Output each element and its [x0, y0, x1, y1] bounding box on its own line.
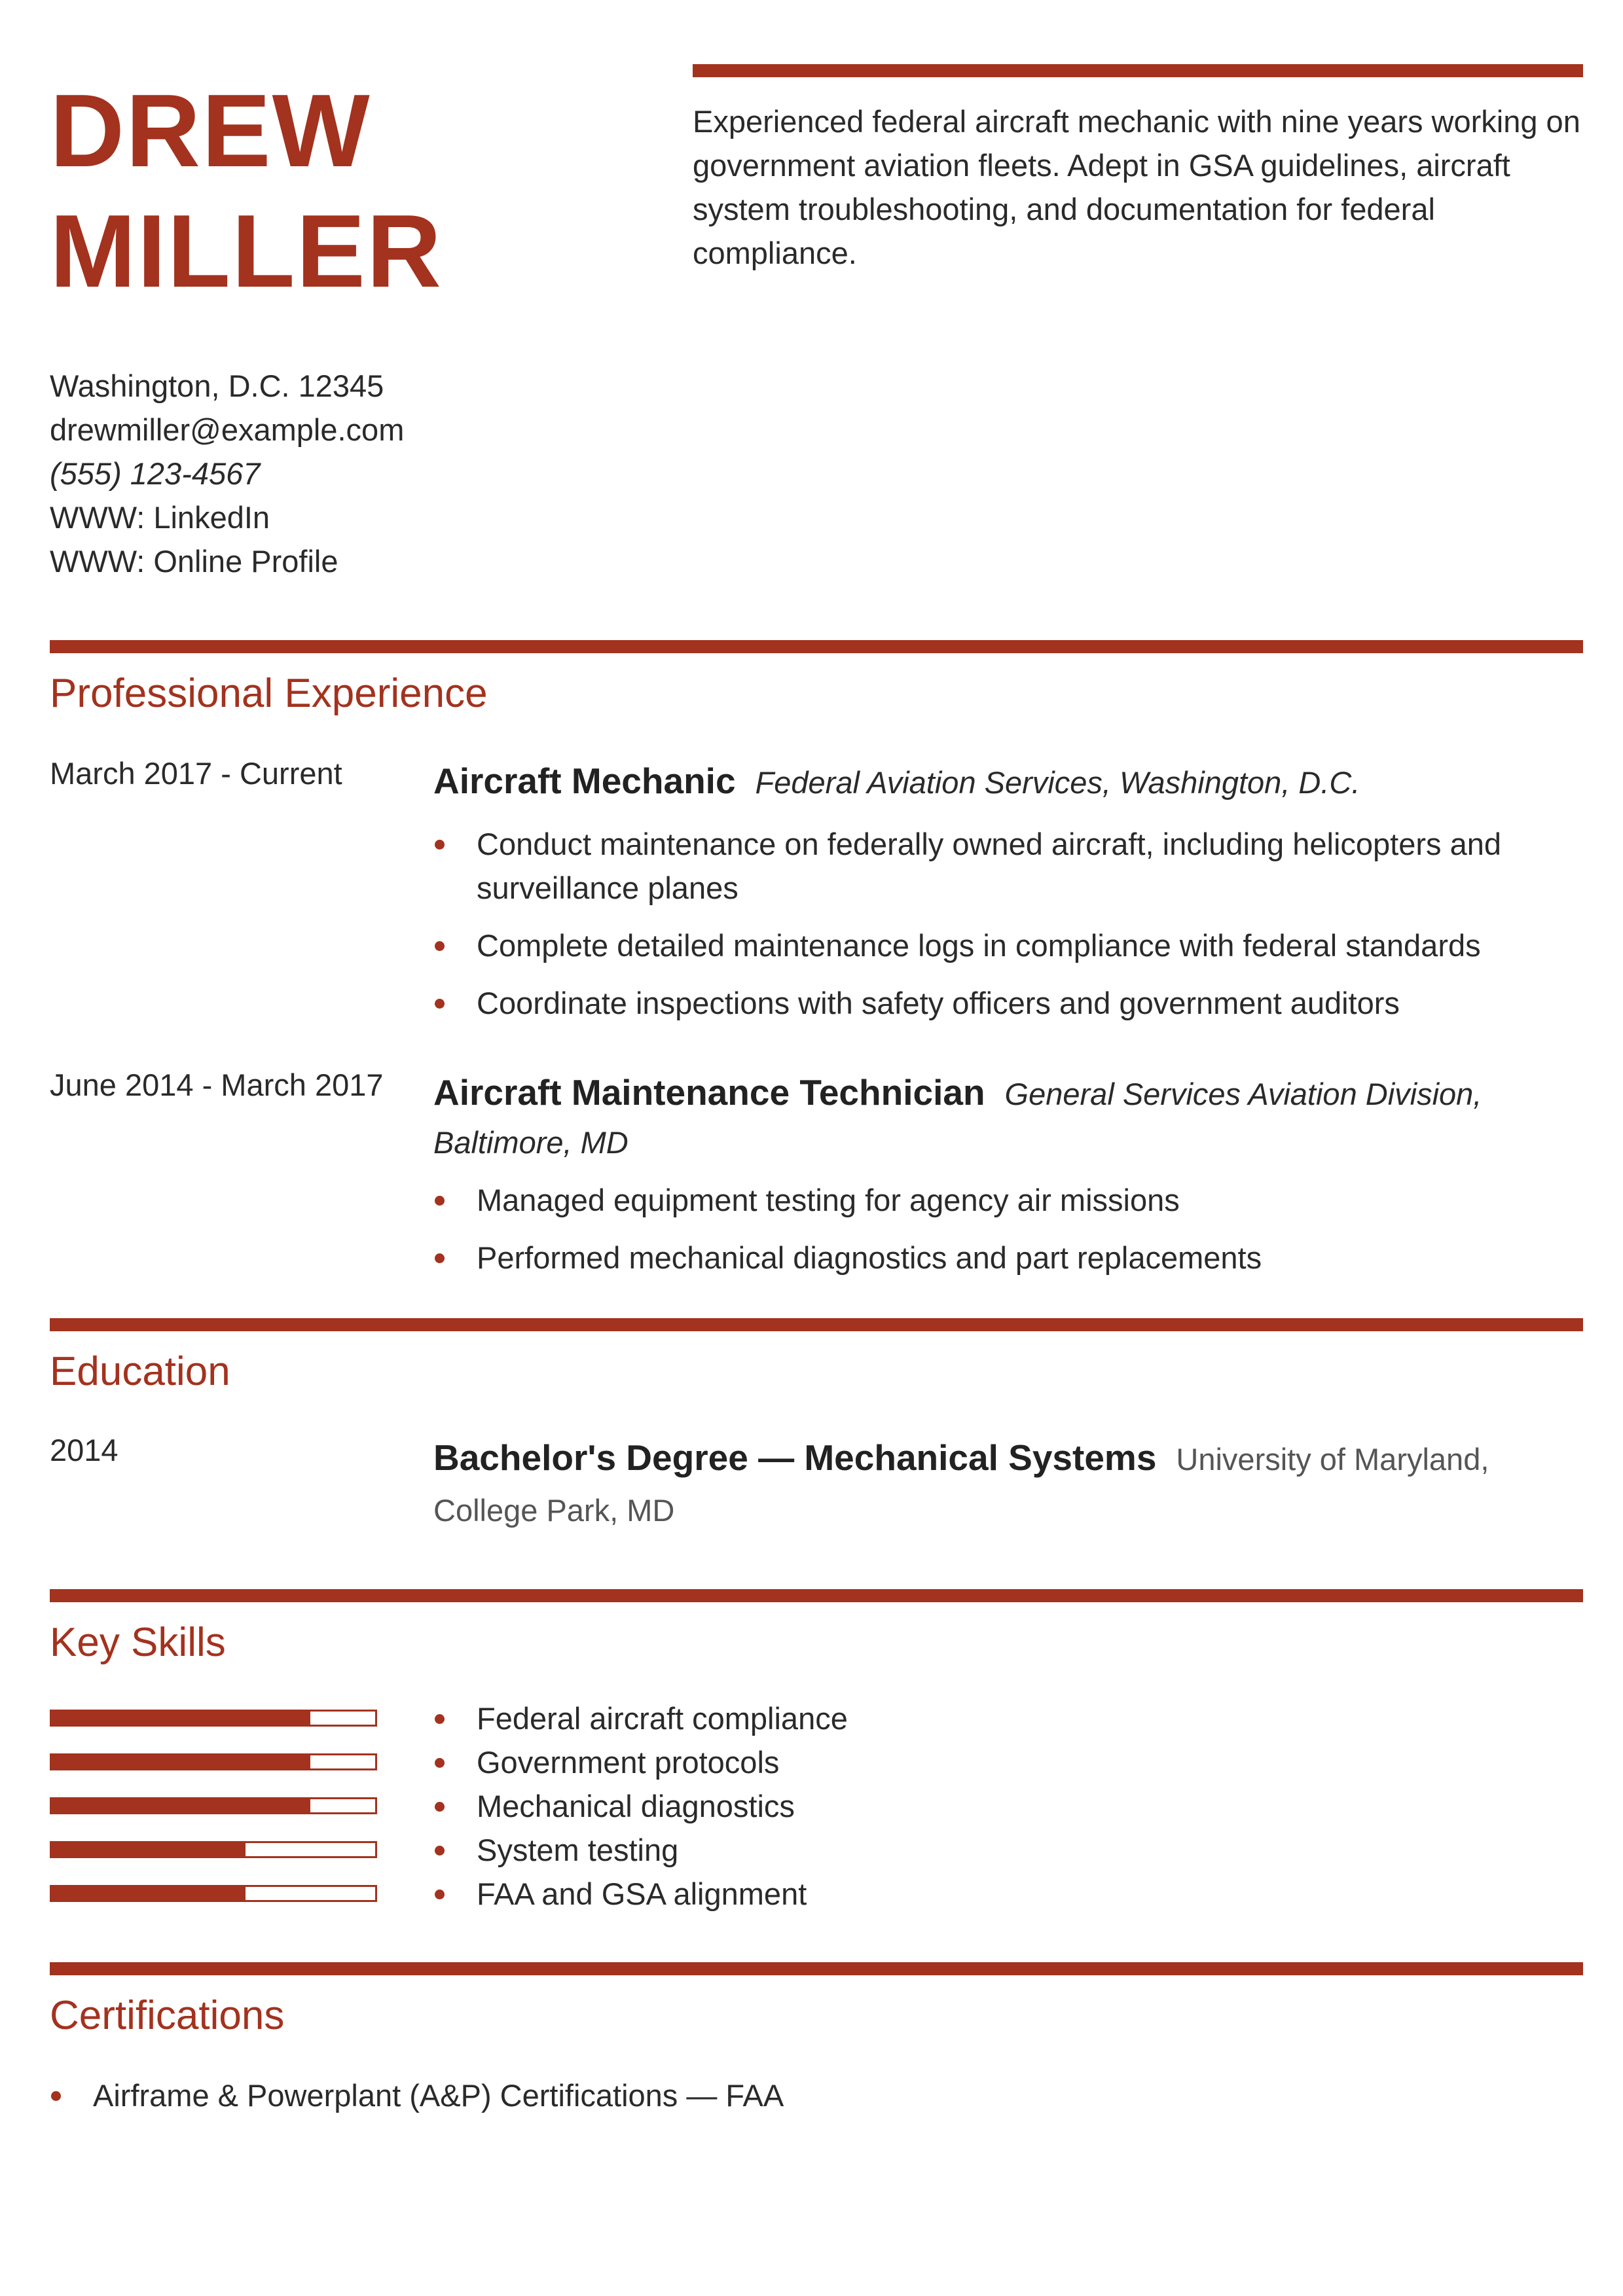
education-entry	[433, 1432, 1583, 1536]
list-item: Federal aircraft compliance	[433, 1696, 848, 1740]
job-heading	[433, 1068, 1583, 1167]
list-item: FAA and GSA alignment	[433, 1872, 848, 1916]
job-dates: March 2017 - Current	[50, 756, 342, 791]
list-item: Mechanical diagnostics	[433, 1784, 848, 1828]
list-item: Conduct maintenance on federally owned aircraft, including helicopters and surveillance planes	[433, 822, 1583, 910]
section-title-skills: Key Skills	[50, 1620, 226, 1665]
bullet-icon	[435, 840, 445, 850]
contact-email[interactable]: drewmiller@example.com	[50, 412, 405, 447]
job-bullets	[433, 1178, 1583, 1293]
skill-level-bar	[50, 1753, 377, 1770]
bullet-icon	[435, 1758, 445, 1768]
skills-rule	[50, 1589, 1583, 1602]
contact-linkedin[interactable]: WWW: LinkedIn	[50, 500, 270, 535]
skill-bars	[50, 1710, 377, 1929]
bullet-icon	[435, 999, 445, 1009]
job-bullets	[433, 822, 1583, 1039]
contact-phone[interactable]: (555) 123-4567	[50, 456, 261, 491]
contact-online-profile[interactable]: WWW: Online Profile	[50, 544, 338, 579]
job-dates: June 2014 - March 2017	[50, 1067, 384, 1102]
first-name: DREW	[50, 73, 371, 188]
section-title-experience: Professional Experience	[50, 671, 488, 716]
contact-info	[50, 364, 404, 583]
header-rule	[693, 64, 1583, 77]
list-item: Managed equipment testing for agency air missions	[433, 1178, 1583, 1222]
list-item: Complete detailed maintenance logs in compliance with federal standards	[433, 924, 1583, 967]
job-heading	[433, 757, 1583, 807]
section-title-certifications: Certifications	[50, 1993, 285, 2038]
skills-list	[433, 1696, 848, 1916]
skill-level-fill	[52, 1843, 246, 1856]
contact-address: Washington, D.C. 12345	[50, 368, 384, 403]
professional-summary: Experienced federal aircraft mechanic with nine years working on government aviation fleets. Adept in GSA guidelines, aircraft system troubleshooting, and documentation for federal compliance.	[693, 104, 1580, 270]
bullet-icon	[435, 1802, 445, 1812]
list-item: Government protocols	[433, 1740, 848, 1784]
job-title: Aircraft Maintenance Technician	[433, 1072, 985, 1113]
education-year: 2014	[50, 1433, 119, 1467]
skill-level-fill	[52, 1887, 246, 1900]
list-item: System testing	[433, 1828, 848, 1872]
job-organization: Federal Aviation Services, Washington, D.C.	[755, 765, 1360, 800]
bullet-icon	[435, 941, 445, 951]
skill-level-bar	[50, 1710, 377, 1727]
bullet-icon	[435, 1196, 445, 1206]
certifications-list	[50, 2073, 784, 2117]
last-name: MILLER	[50, 194, 443, 309]
job-organization: General Services Aviation Division, Baltimore, MD	[433, 1077, 1482, 1160]
skill-level-fill	[52, 1799, 310, 1812]
bullet-icon	[435, 1253, 445, 1263]
education-school: University of Maryland, College Park, MD	[433, 1442, 1489, 1528]
skill-level-fill	[52, 1712, 310, 1725]
candidate-name	[50, 71, 443, 312]
certifications-rule	[50, 1962, 1583, 1975]
bullet-icon	[51, 2091, 61, 2101]
bullet-icon	[435, 1846, 445, 1856]
skill-level-bar	[50, 1885, 377, 1902]
bullet-icon	[435, 1890, 445, 1899]
skill-level-fill	[52, 1755, 310, 1768]
education-degree: Bachelor's Degree — Mechanical Systems	[433, 1437, 1157, 1478]
bullet-icon	[435, 1714, 445, 1724]
skill-level-bar	[50, 1797, 377, 1814]
job-title: Aircraft Mechanic	[433, 761, 736, 801]
experience-rule	[50, 640, 1583, 653]
education-rule	[50, 1318, 1583, 1331]
section-title-education: Education	[50, 1349, 230, 1394]
skill-level-bar	[50, 1841, 377, 1858]
list-item: Coordinate inspections with safety officers and government auditors	[433, 981, 1583, 1025]
list-item: Airframe & Powerplant (A&P) Certifications — FAA	[50, 2073, 784, 2117]
list-item: Performed mechanical diagnostics and part replacements	[433, 1236, 1583, 1280]
